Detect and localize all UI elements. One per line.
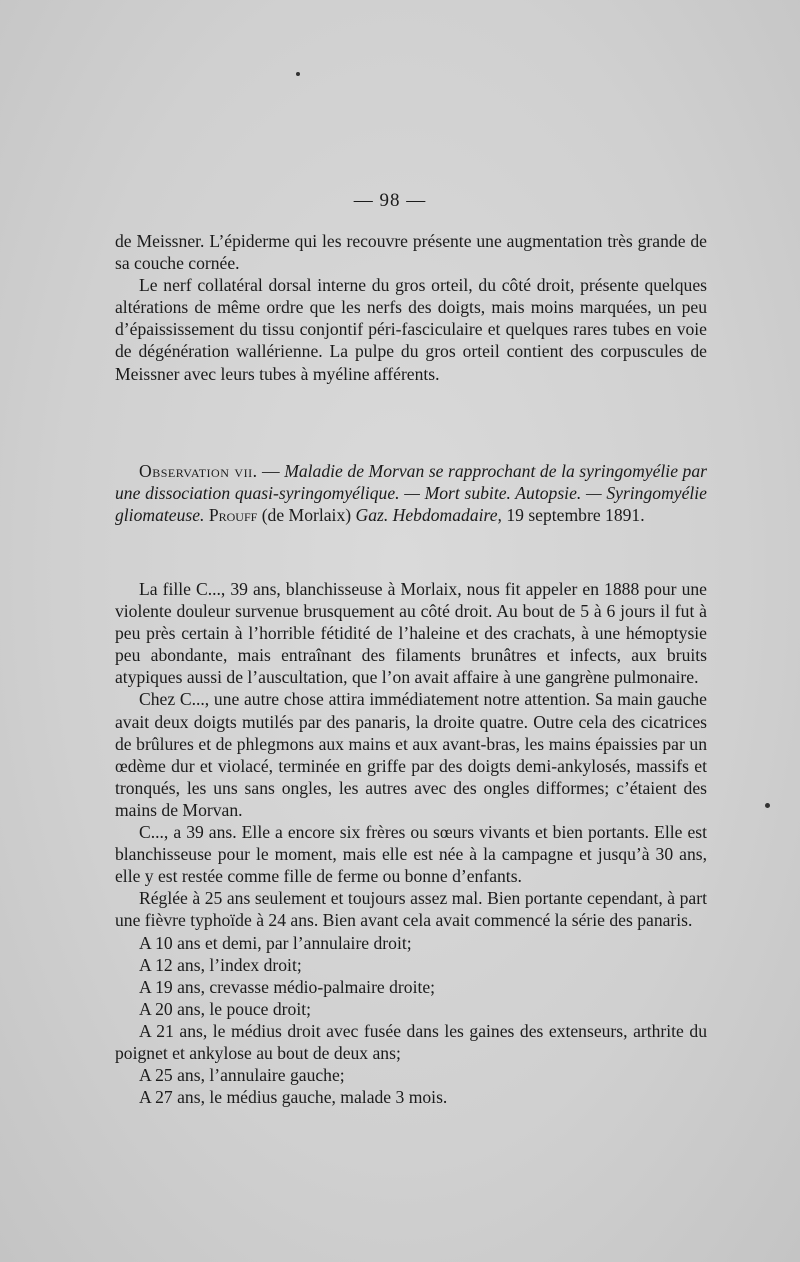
observation-heading xyxy=(115,460,707,526)
observation-date: 19 septembre 1891. xyxy=(501,505,645,526)
list-item: A 25 ans, l’annulaire gauche; xyxy=(139,1065,345,1086)
case-text-block xyxy=(115,578,707,1108)
list-item: A 10 ans et demi, par l’annulaire droit; xyxy=(139,932,412,953)
observation-heading-paragraph xyxy=(115,460,707,526)
paragraph: C..., a 39 ans. Elle a encore six frères ou sœurs vivants et bien portants. Elle est blanchisseuse pour le moment, mais elle est née à la campagne et jusqu’à 30 ans, elle y est restée comme fille de ferme ou bonne d’enfants. xyxy=(115,822,707,887)
list-item: A 27 ans, le médius gauche, malade 3 mois. xyxy=(139,1087,448,1108)
list-item: A 12 ans, l’index droit; xyxy=(139,954,302,975)
page-number: — 98 — xyxy=(353,190,427,211)
paragraph: de Meissner. L’épiderme qui les recouvre présente une augmentation très grande de sa couche cornée. xyxy=(115,231,707,274)
observation-title: Maladie de Morvan se rapprochant de la syringomyélie par une dissociation quasi-syringomyélique. — Mort subite. Autopsie. — Syringomyélie gliomateuse. xyxy=(115,461,707,526)
observation-label: Observation vii. xyxy=(139,461,258,481)
paragraph: Réglée à 25 ans seulement et toujours assez mal. Bien portante cependant, à part une fièvre typhoïde à 24 ans. Bien avant cela avait commencé la série des panaris. xyxy=(115,888,707,931)
list-item: A 21 ans, le médius droit avec fusée dans les gaines des extenseurs, arthrite du poignet et ankylose au bout de deux ans; xyxy=(115,1020,707,1063)
continued-text-block xyxy=(115,230,707,385)
panaris-history-list xyxy=(115,932,707,1109)
observation-dash: — xyxy=(257,461,285,481)
paragraph: La fille C..., 39 ans, blanchisseuse à Morlaix, nous fit appeler en 1888 pour une violente douleur survenue brusquement au côté droit. Au bout de 5 à 6 jours il fut à peu près certain à l’horrible fétidité de l’haleine et des crachats, à une hémoptysie peu abondante, mais entraînant des filaments brunâtres et infects, aux bruits atypiques aussi de l’auscultation, que l’on avait affaire à une gangrène pulmonaire. xyxy=(115,579,707,688)
observation-journal: Gaz. Hebdomadaire, xyxy=(355,505,502,526)
paragraph: Le nerf collatéral dorsal interne du gros orteil, du côté droit, présente quelques altérations de même ordre que les nerfs des doigts, mais moins marquées, un peu d’épaississement du tissu conjontif péri-fasciculaire et quelques rares tubes en voie de dégénération wallérienne. La pulpe du gros orteil contient des corpuscules de Meissner avec leurs tubes à myéline afférents. xyxy=(115,275,707,384)
ink-speck xyxy=(765,803,770,808)
observation-author: Prouff xyxy=(208,505,258,526)
list-item: A 20 ans, le pouce droit; xyxy=(139,998,311,1019)
list-item: A 19 ans, crevasse médio-palmaire droite; xyxy=(139,976,436,997)
paragraph: Chez C..., une autre chose attira immédiatement notre attention. Sa main gauche avait deux doigts mutilés par des panaris, la droite quatre. Outre cela des cicatrices de brûlures et de phlegmons aux mains et aux avant-bras, les mains épaissies par un œdème dur et violacé, terminée en griffe par des doigts demi-ankylosés, massifs et tronqués, les uns sans ongles, les autres avec des ongles difformes; c’étaient des mains de Morvan. xyxy=(115,689,707,820)
observation-source-location: (de Morlaix) xyxy=(257,505,356,526)
ink-speck xyxy=(296,72,300,76)
